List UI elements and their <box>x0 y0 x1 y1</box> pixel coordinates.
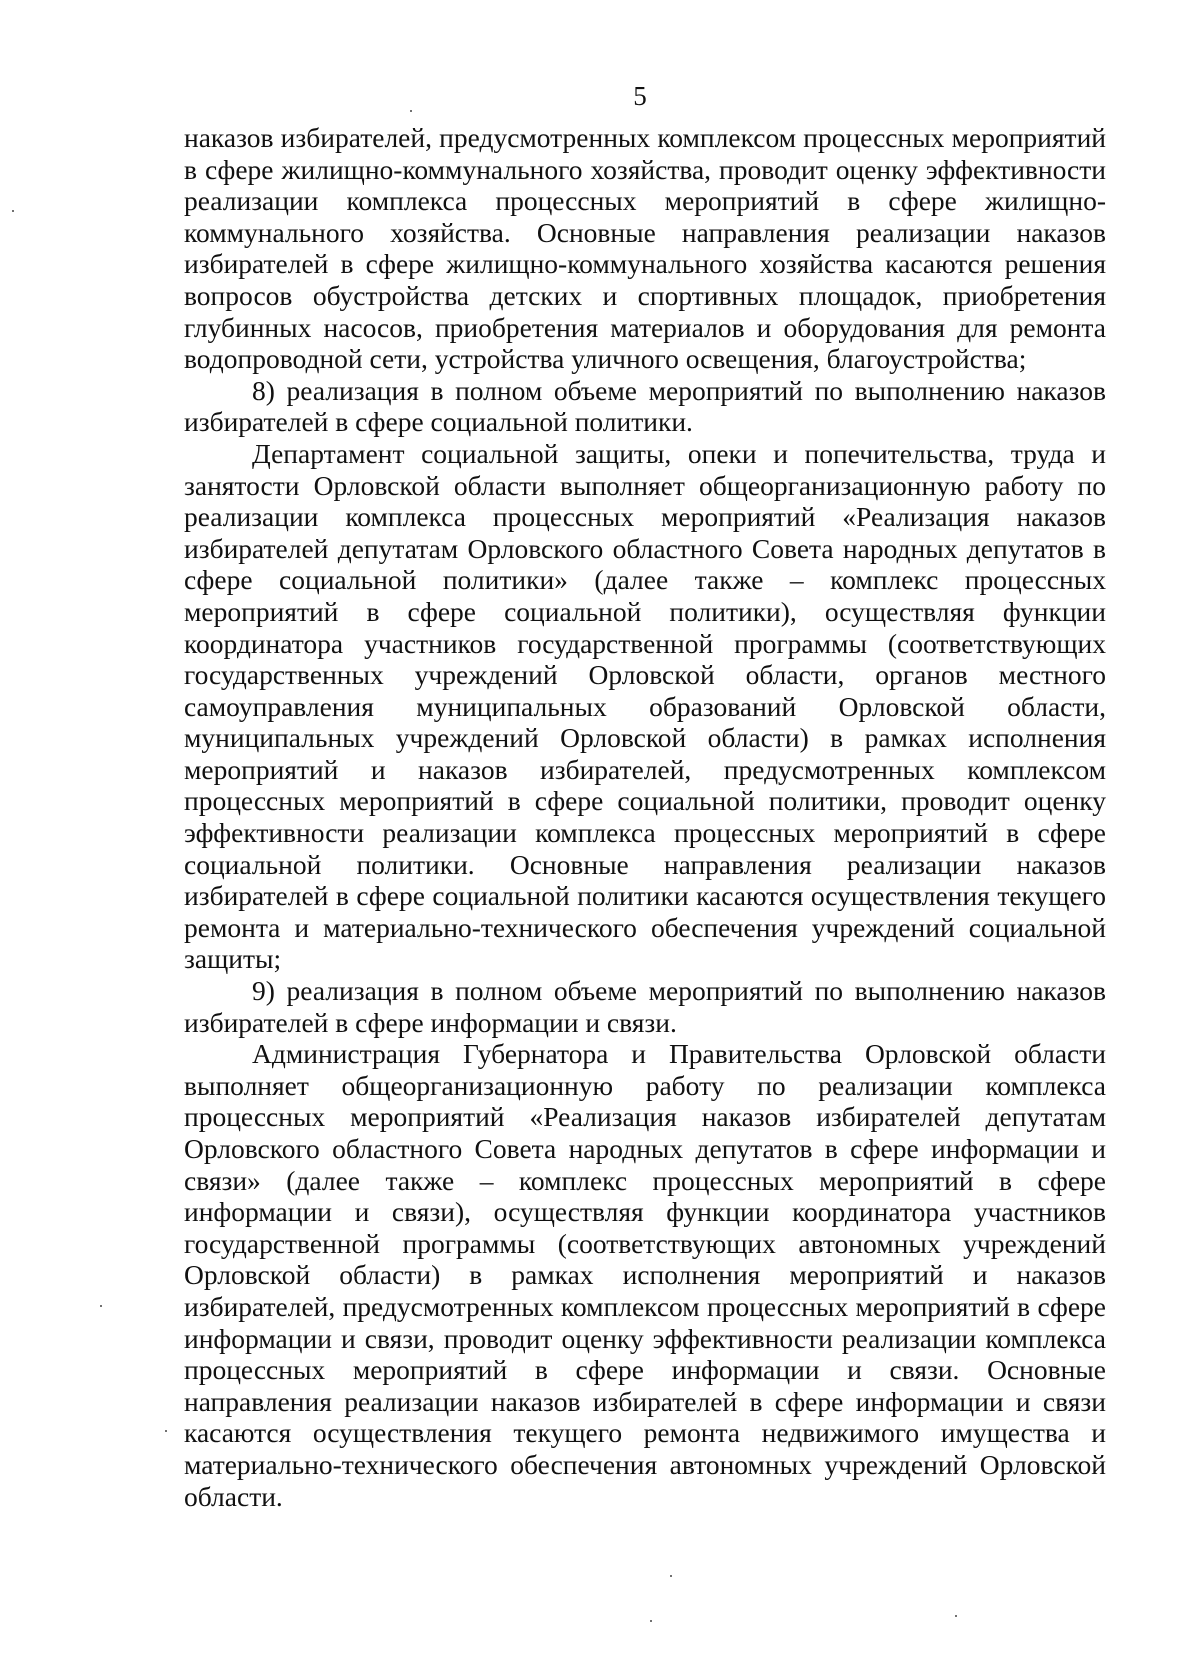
scan-speck <box>410 110 412 112</box>
paragraph-governor-administration: Администрация Губернатора и Правительства Орловской области выполняет общеорганизационную работу по реализации комплекса процессных мероприятий «Реализация наказов избирателей депутатам Орловского областного Совета народных депутатов в сфере информации и связи» (далее также – комплекс процессных мероприятий в сфере информации и связи), осуществляя функции координатора участников государственной программы (соответствующих автономных учреждений Орловской области) в рамках исполнения мероприятий и наказов избирателей, предусмотренных комплексом процессных мероприятий в сфере информации и связи, проводит оценку эффективности реализации комплекса процессных мероприятий в сфере информации и связи. Основные направления реализации наказов избирателей в сфере информации и связи касаются осуществления текущего ремонта недвижимого имущества и материально-технического обеспечения автономных учреждений Орловской области. <box>184 1038 1106 1512</box>
scan-speck <box>12 210 14 212</box>
scan-speck <box>650 1620 652 1622</box>
paragraph-continuation: наказов избирателей, предусмотренных комплексом процессных мероприятий в сфере жилищно-коммунального хозяйства, проводит оценку эффективности реализации комплекса процессных мероприятий в сфере жилищно-коммунального хозяйства. Основные направления реализации наказов избирателей в сфере жилищно-коммунального хозяйства касаются решения вопросов обустройства детских и спортивных площадок, приобретения глубинных насосов, приобретения материалов и оборудования для ремонта водопроводной сети, устройства уличного освещения, благоустройства; <box>184 122 1106 375</box>
scan-speck <box>100 1305 102 1307</box>
scan-speck <box>165 1430 167 1432</box>
page-number: 5 <box>633 81 647 111</box>
paragraph-item-8: 8) реализация в полном объеме мероприятий по выполнению наказов избирателей в сфере социальной политики. <box>184 374 1106 438</box>
document-body <box>184 122 1106 1512</box>
scan-speck <box>670 1575 672 1577</box>
scan-speck <box>955 1615 957 1617</box>
paragraph-item-9: 9) реализация в полном объеме мероприятий по выполнению наказов избирателей в сфере информации и связи. <box>184 975 1106 1038</box>
paragraph-social-policy-department: Департамент социальной защиты, опеки и попечительства, труда и занятости Орловской области выполняет общеорганизационную работу по реализации комплекса процессных мероприятий «Реализация наказов избирателей депутатам Орловского областного Совета народных депутатов в сфере социальной политики» (далее также – комплекс процессных мероприятий в сфере социальной политики), осуществляя функции координатора участников государственной программы (соответствующих государственных учреждений Орловской области, органов местного самоуправления муниципальных образований Орловской области, муниципальных учреждений Орловской области) в рамках исполнения мероприятий и наказов избирателей, предусмотренных комплексом процессных мероприятий в сфере социальной политики, проводит оценку эффективности реализации комплекса процессных мероприятий в сфере социальной политики. Основные направления реализации наказов избирателей в сфере социальной политики касаются осуществления текущего ремонта и материально-технического обеспечения учреждений социальной защиты; <box>184 437 1106 975</box>
